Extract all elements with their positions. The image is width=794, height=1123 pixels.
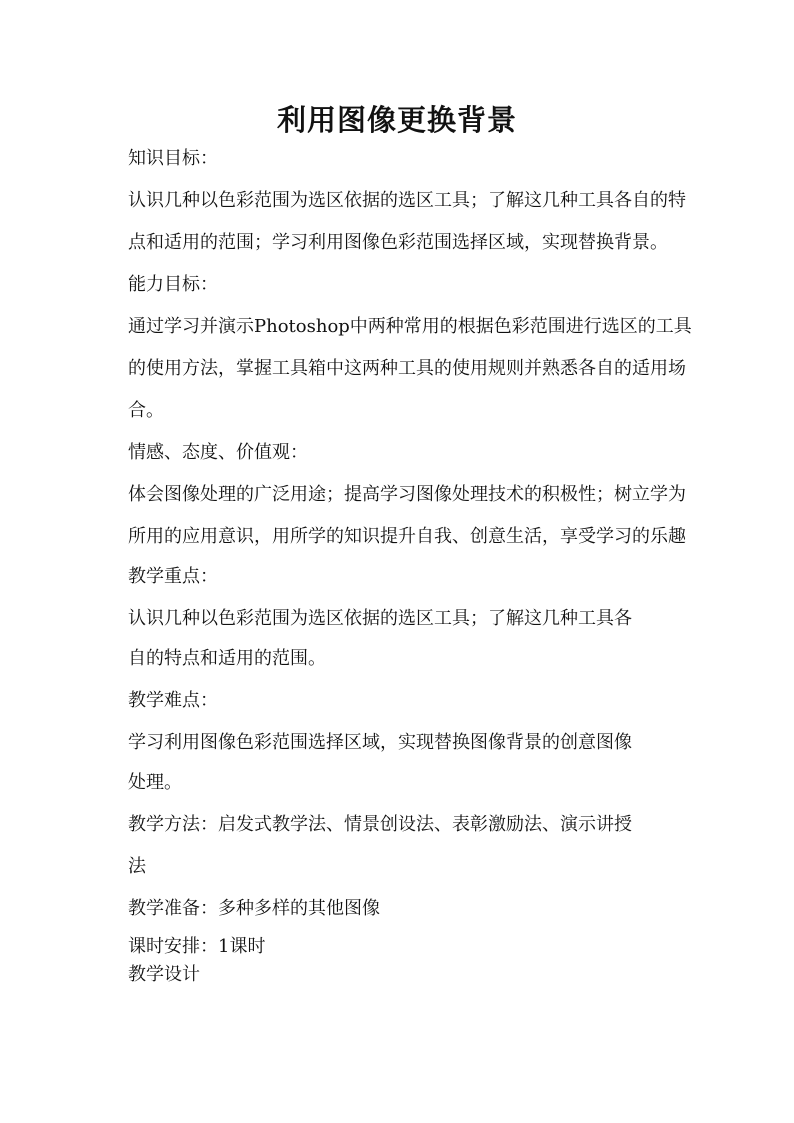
paragraph-line: 点和适用的范围；学习利用图像色彩范围选择区域，实现替换背景。: [128, 232, 668, 253]
teaching-method-line: 教学方法：启发式教学法、情景创设法、表彰激励法、演示讲授: [128, 814, 632, 835]
section-heading-teaching-difficulty: 教学难点：: [128, 690, 218, 711]
document-title: 利用图像更换背景: [276, 103, 517, 137]
paragraph-line: 认识几种以色彩范围为选区依据的选区工具；了解这几种工具各自的特: [128, 190, 686, 211]
paragraph-line: 自的特点和适用的范围。: [128, 648, 326, 669]
paragraph-line: 通过学习并演示Photoshop中两种常用的根据色彩范围进行选区的工具: [128, 316, 692, 337]
paragraph-line: 学习利用图像色彩范围选择区域，实现替换图像背景的创意图像: [128, 732, 632, 753]
paragraph-line: 法: [128, 856, 146, 877]
paragraph-line: 认识几种以色彩范围为选区依据的选区工具；了解这几种工具各: [128, 608, 632, 629]
paragraph-line: 的使用方法，掌握工具箱中这两种工具的使用规则并熟悉各自的适用场: [128, 358, 686, 379]
paragraph-line: 体会图像处理的广泛用途；提高学习图像处理技术的积极性；树立学为: [128, 484, 686, 505]
class-hours-line: 课时安排：1课时: [128, 936, 266, 957]
paragraph-line: 处理。: [128, 772, 182, 793]
section-heading-emotion-attitude-values: 情感、态度、价值观：: [128, 442, 308, 463]
teaching-design-heading: 教学设计: [128, 964, 200, 985]
section-heading-knowledge-goal: 知识目标：: [128, 148, 218, 169]
section-heading-teaching-focus: 教学重点：: [128, 566, 218, 587]
teaching-preparation-line: 教学准备：多种多样的其他图像: [128, 898, 380, 919]
section-heading-ability-goal: 能力目标：: [128, 274, 218, 295]
paragraph-line: 合。: [128, 400, 164, 421]
paragraph-line: 所用的应用意识，用所学的知识提升自我、创意生活，享受学习的乐趣: [128, 526, 686, 547]
